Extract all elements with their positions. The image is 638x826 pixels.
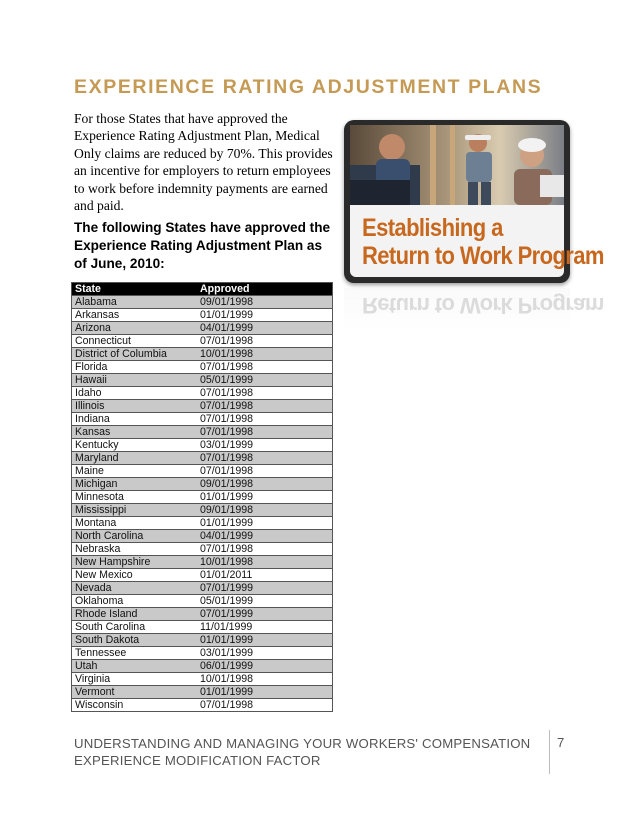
table-row: [72, 556, 333, 569]
table-row: [72, 699, 333, 712]
state-cell: Utah: [72, 660, 198, 673]
banner-line-2: Return to Work Program: [362, 241, 604, 270]
approved-date-cell: 01/01/2011: [197, 569, 333, 582]
page-title: EXPERIENCE RATING ADJUSTMENT PLANS: [74, 76, 543, 98]
table-row: [72, 621, 333, 634]
table-body: [72, 296, 333, 712]
table-row: [72, 491, 333, 504]
page-number: 7: [557, 735, 565, 750]
approved-date-cell: 07/01/1998: [197, 699, 333, 712]
table-row: [72, 296, 333, 309]
table-row: [72, 452, 333, 465]
state-cell: Indiana: [72, 413, 198, 426]
graphic-reflection: [344, 288, 604, 330]
approved-states-table: [71, 282, 333, 712]
approved-date-cell: 07/01/1998: [197, 387, 333, 400]
reflection-text: Return to Work Program: [362, 293, 604, 318]
footer: [74, 735, 534, 769]
approved-date-cell: 07/01/1998: [197, 543, 333, 556]
table-row: [72, 647, 333, 660]
approved-date-cell: 03/01/1999: [197, 439, 333, 452]
approved-date-cell: 06/01/1999: [197, 660, 333, 673]
table-row: [72, 335, 333, 348]
table-row: [72, 439, 333, 452]
table-row: [72, 595, 333, 608]
table-row: [72, 608, 333, 621]
approved-date-cell: 11/01/1999: [197, 621, 333, 634]
table-row: [72, 426, 333, 439]
approved-date-cell: 09/01/1998: [197, 478, 333, 491]
approved-date-cell: 10/01/1998: [197, 673, 333, 686]
approved-date-cell: 04/01/1999: [197, 530, 333, 543]
approved-date-cell: 07/01/1998: [197, 452, 333, 465]
state-cell: Arizona: [72, 322, 198, 335]
table-row: [72, 504, 333, 517]
approved-date-cell: 09/01/1998: [197, 504, 333, 517]
table-row: [72, 387, 333, 400]
workers-photo: [350, 125, 564, 205]
approved-date-cell: 01/01/1999: [197, 517, 333, 530]
table-row: [72, 322, 333, 335]
table-row: [72, 582, 333, 595]
state-cell: Florida: [72, 361, 198, 374]
state-cell: Maine: [72, 465, 198, 478]
approved-date-cell: 10/01/1998: [197, 556, 333, 569]
approved-date-cell: 07/01/1998: [197, 465, 333, 478]
state-cell: South Dakota: [72, 634, 198, 647]
state-cell: Arkansas: [72, 309, 198, 322]
approved-date-cell: 01/01/1999: [197, 634, 333, 647]
approved-date-cell: 01/01/1999: [197, 686, 333, 699]
banner: [350, 205, 604, 277]
state-cell: Wisconsin: [72, 699, 198, 712]
approved-date-cell: 09/01/1998: [197, 296, 333, 309]
approved-date-cell: 07/01/1999: [197, 608, 333, 621]
table-row: [72, 361, 333, 374]
state-cell: Nebraska: [72, 543, 198, 556]
state-cell: Alabama: [72, 296, 198, 309]
state-cell: North Carolina: [72, 530, 198, 543]
approved-date-cell: 01/01/1999: [197, 309, 333, 322]
state-cell: Illinois: [72, 400, 198, 413]
table-row: [72, 400, 333, 413]
table-row: [72, 660, 333, 673]
approved-date-cell: 07/01/1998: [197, 335, 333, 348]
table-row: [72, 309, 333, 322]
state-cell: Tennessee: [72, 647, 198, 660]
column-header-state: State: [72, 283, 198, 296]
footer-line-2: EXPERIENCE MODIFICATION FACTOR: [74, 753, 321, 768]
state-cell: Montana: [72, 517, 198, 530]
table-header-row: [72, 283, 333, 296]
banner-line-1: Establishing a: [362, 213, 503, 242]
table-row: [72, 465, 333, 478]
approved-date-cell: 07/01/1999: [197, 582, 333, 595]
state-cell: Kansas: [72, 426, 198, 439]
approved-date-cell: 03/01/1999: [197, 647, 333, 660]
state-cell: Minnesota: [72, 491, 198, 504]
table-row: [72, 413, 333, 426]
approved-date-cell: 05/01/1999: [197, 595, 333, 608]
approved-date-cell: 07/01/1998: [197, 413, 333, 426]
approved-date-cell: 07/01/1998: [197, 400, 333, 413]
state-cell: Connecticut: [72, 335, 198, 348]
state-cell: Rhode Island: [72, 608, 198, 621]
table-row: [72, 569, 333, 582]
table-row: [72, 348, 333, 361]
approved-date-cell: 01/01/1999: [197, 491, 333, 504]
state-cell: District of Columbia: [72, 348, 198, 361]
states-subheading: The following States have approved the Experience Rating Adjustment Plan as of June, 2010:: [74, 220, 331, 271]
workers-photo-illustration: [350, 125, 564, 205]
state-cell: New Hampshire: [72, 556, 198, 569]
footer-divider: [549, 730, 550, 774]
approved-date-cell: 07/01/1998: [197, 426, 333, 439]
state-cell: Oklahoma: [72, 595, 198, 608]
table-row: [72, 530, 333, 543]
column-header-approved: Approved: [197, 283, 333, 296]
approved-date-cell: 10/01/1998: [197, 348, 333, 361]
approved-date-cell: 07/01/1998: [197, 361, 333, 374]
state-cell: Michigan: [72, 478, 198, 491]
state-cell: South Carolina: [72, 621, 198, 634]
state-cell: Mississippi: [72, 504, 198, 517]
state-cell: Hawaii: [72, 374, 198, 387]
table-row: [72, 517, 333, 530]
table-row: [72, 686, 333, 699]
table-row: [72, 634, 333, 647]
table-row: [72, 374, 333, 387]
intro-paragraph: For those States that have approved the Experience Rating Adjustment Plan, Medical Only claims are reduced by 70%. This provides an incentive for employers to return employees to work before indemnity payments are earned and paid.: [74, 111, 333, 214]
return-to-work-graphic: [344, 120, 604, 283]
state-cell: Kentucky: [72, 439, 198, 452]
state-cell: Maryland: [72, 452, 198, 465]
approved-date-cell: 04/01/1999: [197, 322, 333, 335]
state-cell: Vermont: [72, 686, 198, 699]
table-row: [72, 673, 333, 686]
footer-line-1: UNDERSTANDING AND MANAGING YOUR WORKERS' COMPENSATION: [74, 736, 531, 751]
state-cell: Idaho: [72, 387, 198, 400]
table-row: [72, 478, 333, 491]
state-cell: Nevada: [72, 582, 198, 595]
approved-date-cell: 05/01/1999: [197, 374, 333, 387]
state-cell: Virginia: [72, 673, 198, 686]
table-row: [72, 543, 333, 556]
state-cell: New Mexico: [72, 569, 198, 582]
